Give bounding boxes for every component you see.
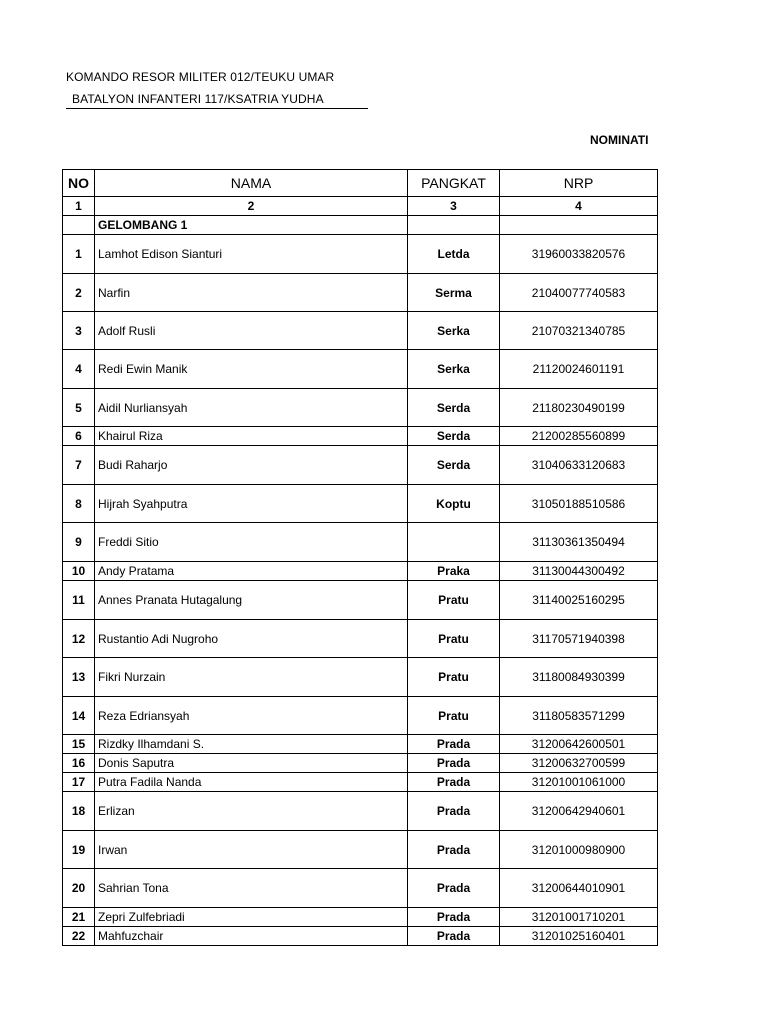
row-nama: Hijrah Syahputra [95,485,408,523]
row-nama: Budi Raharjo [95,446,408,485]
row-pangkat: Prada [408,735,500,754]
row-pangkat: Prada [408,754,500,773]
row-pangkat: Koptu [408,485,500,523]
row-nama: Erlizan [95,792,408,831]
row-nama: Rustantio Adi Nugroho [95,620,408,658]
table-row [63,274,658,312]
row-pangkat: Prada [408,927,500,946]
row-pangkat: Pratu [408,620,500,658]
row-nrp: 31050188510586 [500,485,658,523]
row-nrp: 31130044300492 [500,562,658,581]
row-nama: Redi Ewin Manik [95,350,408,389]
column-number-2: 2 [95,197,408,216]
row-nama: Lamhot Edison Sianturi [95,235,408,274]
row-pangkat: Prada [408,908,500,927]
table-header-row [63,170,658,197]
row-no: 12 [63,620,95,658]
group-row-nrp [500,216,658,235]
row-nrp: 31200644010901 [500,869,658,908]
row-pangkat: Serka [408,312,500,350]
row-pangkat: Serda [408,446,500,485]
table-row [63,581,658,620]
row-nrp: 21070321340785 [500,312,658,350]
row-no: 6 [63,427,95,446]
column-header-pangkat: PANGKAT [408,170,500,197]
header-underline [66,108,368,109]
row-no: 15 [63,735,95,754]
table-row [63,754,658,773]
row-nama: Reza Edriansyah [95,697,408,735]
row-nrp: 31200632700599 [500,754,658,773]
row-nrp: 31201001061000 [500,773,658,792]
row-nama: Adolf Rusli [95,312,408,350]
row-no: 3 [63,312,95,350]
column-number-1: 1 [63,197,95,216]
row-pangkat: Serda [408,427,500,446]
row-no: 20 [63,869,95,908]
row-no: 13 [63,658,95,697]
group-label: GELOMBANG 1 [95,216,408,235]
row-nrp: 31200642600501 [500,735,658,754]
row-pangkat: Pratu [408,658,500,697]
table-row [63,523,658,562]
row-nama: Andy Pratama [95,562,408,581]
row-nama: Putra Fadila Nanda [95,773,408,792]
row-nrp: 21200285560899 [500,427,658,446]
row-nrp: 31180583571299 [500,697,658,735]
table-row [63,427,658,446]
row-nrp: 31130361350494 [500,523,658,562]
row-no: 11 [63,581,95,620]
table-row [63,792,658,831]
table-row [63,697,658,735]
row-pangkat: Pratu [408,581,500,620]
table-row [63,312,658,350]
column-number-row [63,197,658,216]
row-no: 14 [63,697,95,735]
table-row [63,773,658,792]
row-nama: Mahfuzchair [95,927,408,946]
row-nama: Annes Pranata Hutagalung [95,581,408,620]
table-row [63,485,658,523]
row-nama: Freddi Sitio [95,523,408,562]
row-pangkat [408,523,500,562]
table-row [63,562,658,581]
row-no: 22 [63,927,95,946]
group-row [63,216,658,235]
table-row [63,908,658,927]
row-nrp: 31180084930399 [500,658,658,697]
table-row [63,658,658,697]
row-nrp: 21120024601191 [500,350,658,389]
row-pangkat: Praka [408,562,500,581]
nominative-table [62,169,658,946]
column-header-no: NO [63,170,95,197]
row-nama: Fikri Nurzain [95,658,408,697]
row-nama: Narfin [95,274,408,312]
row-nrp: 21040077740583 [500,274,658,312]
row-pangkat: Serka [408,350,500,389]
row-nrp: 31960033820576 [500,235,658,274]
table-row [63,350,658,389]
row-no: 2 [63,274,95,312]
row-nrp: 31201001710201 [500,908,658,927]
document-title: NOMINATI [590,133,649,147]
row-nrp: 31040633120683 [500,446,658,485]
row-nama: Sahrian Tona [95,869,408,908]
table-row [63,735,658,754]
unit-header-line-2: BATALYON INFANTERI 117/KSATRIA YUDHA [72,92,324,106]
table-row [63,831,658,869]
row-nrp: 31201025160401 [500,927,658,946]
row-no: 18 [63,792,95,831]
row-nrp: 31200642940601 [500,792,658,831]
column-header-nrp: NRP [500,170,658,197]
row-no: 17 [63,773,95,792]
group-row-no [63,216,95,235]
row-nrp: 31201000980900 [500,831,658,869]
row-no: 7 [63,446,95,485]
row-no: 1 [63,235,95,274]
table-row [63,927,658,946]
table-row [63,389,658,427]
unit-header-line-1: KOMANDO RESOR MILITER 012/TEUKU UMAR [66,70,335,84]
row-pangkat: Serda [408,389,500,427]
row-pangkat: Prada [408,831,500,869]
column-number-3: 3 [408,197,500,216]
row-no: 9 [63,523,95,562]
row-pangkat: Pratu [408,697,500,735]
group-row-pangkat [408,216,500,235]
row-pangkat: Serma [408,274,500,312]
row-pangkat: Prada [408,792,500,831]
row-no: 5 [63,389,95,427]
row-nama: Donis Saputra [95,754,408,773]
row-nama: Irwan [95,831,408,869]
row-nama: Aidil Nurliansyah [95,389,408,427]
row-nrp: 21180230490199 [500,389,658,427]
row-pangkat: Prada [408,773,500,792]
row-no: 16 [63,754,95,773]
table-row [63,235,658,274]
table-row [63,869,658,908]
row-no: 8 [63,485,95,523]
row-nama: Zepri Zulfebriadi [95,908,408,927]
column-number-4: 4 [500,197,658,216]
row-no: 19 [63,831,95,869]
row-nrp: 31140025160295 [500,581,658,620]
column-header-nama: NAMA [95,170,408,197]
row-nama: Rizdky Ilhamdani S. [95,735,408,754]
table-row [63,446,658,485]
table-row [63,620,658,658]
row-no: 21 [63,908,95,927]
row-nama: Khairul Riza [95,427,408,446]
row-no: 4 [63,350,95,389]
row-no: 10 [63,562,95,581]
row-pangkat: Prada [408,869,500,908]
row-nrp: 31170571940398 [500,620,658,658]
row-pangkat: Letda [408,235,500,274]
